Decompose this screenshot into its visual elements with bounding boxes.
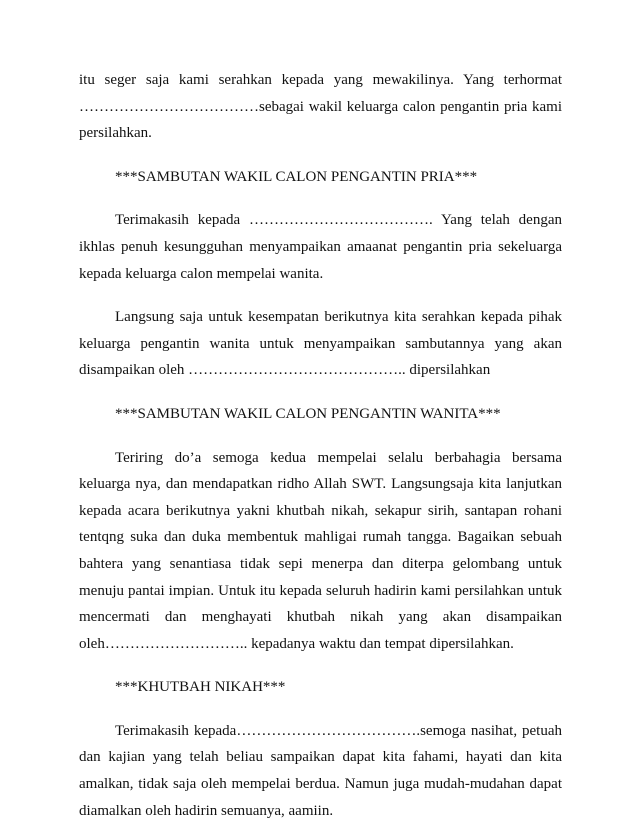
document-page [79,67,562,824]
paragraph-terimakasih-pria: Terimakasih kepada ………………………………. Yang telah dengan ikhlas penuh kesungguhan menyampaikan amaanat pengantin pria sekeluarga kepada keluarga calon mempelai wanita. [79,212,562,282]
paragraph-opening: itu seger saja kami serahkan kepada yang mewakilinya. Yang terhormat ………………………………sebagai wakil keluarga calon pengantin pria kami persilahkan. [79,72,562,142]
heading-sambutan-pria: ***SAMBUTAN WAKIL CALON PENGANTIN PRIA*** [115,168,478,185]
paragraph-langsung-saja: Langsung saja untuk kesempatan berikutnya kita serahkan kepada pihak keluarga pengantin wanita untuk menyampaikan sambutannya yang akan disampaikan oleh …………………………………….. dipersilahkan [79,309,562,379]
paragraph-terimakasih-khutbah: Terimakasih kepada……………………………….semoga nasihat, petuah dan kajian yang telah beliau sampaikan dapat kita fahami, hayati dan kita amalkan, tidak saja oleh mempelai berdua. Namun juga mudah-mudahan dapat diamalkan oleh hadirin semuanya, aamiin. [79,722,562,819]
heading-sambutan-wanita: ***SAMBUTAN WAKIL CALON PENGANTIN WANITA*** [115,405,501,422]
paragraph-teriring-doa: Teriring do’a semoga kedua mempelai selalu berbahagia bersama keluarga nya, dan mendapatkan ridho Allah SWT. Langsungsaja kita lanjutkan kepada acara berikutnya yakni khutbah nikah, sekapur sirih, santapan rohani tentqng suka dan duka membentuk mahligai rumah tangga. Bagaikan sebuah bahtera yang senantiasa tidak sepi menerpa dan diterpa gelombang untuk menuju pantai impian. Untuk itu kepada seluruh hadirin kami persilahkan untuk mencermati dan menghayati khutbah nikah yang akan disampaikan oleh……………………….. kepadanya waktu dan tempat dipersilahkan. [79,449,562,652]
heading-khutbah-nikah: ***KHUTBAH NIKAH*** [115,679,286,696]
